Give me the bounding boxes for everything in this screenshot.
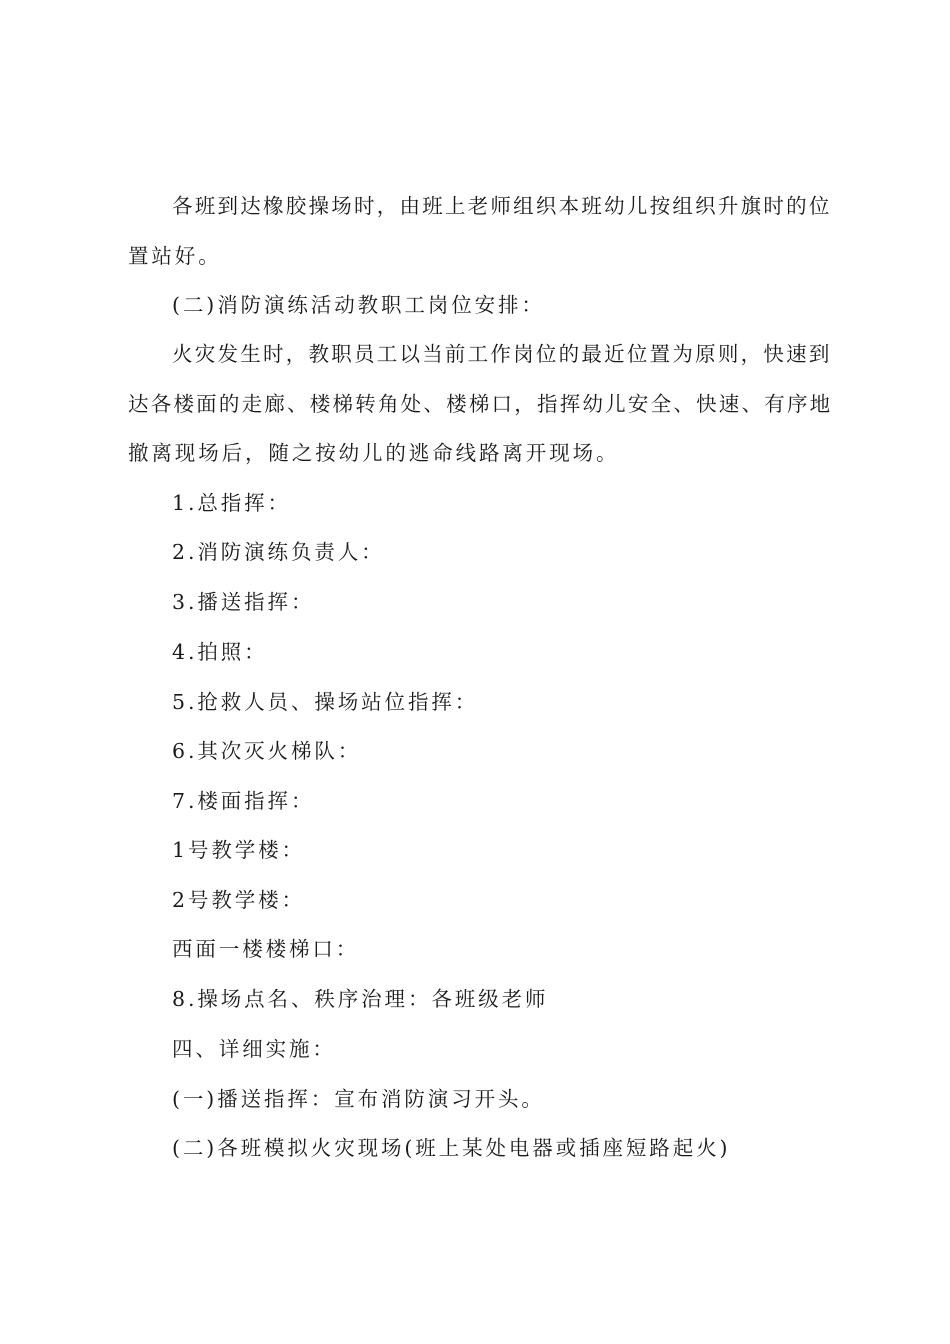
list-item-drill-leader: 2.消防演练负责人： bbox=[172, 540, 385, 564]
section-heading-implementation: 四、详细实施： bbox=[172, 1037, 336, 1061]
list-item-floor-command: 7.楼面指挥： bbox=[172, 789, 315, 813]
list-item-rescue: 5.抢救人员、操场站位指挥： bbox=[172, 690, 479, 714]
list-item-photo: 4.拍照： bbox=[172, 640, 268, 664]
step-simulate-fire: (二)各班模拟火灾现场(班上某处电器或插座短路起火) bbox=[172, 1136, 731, 1160]
list-item-fire-team: 6.其次灭火梯队： bbox=[172, 739, 362, 763]
paragraph-fire-response-line-1: 火灾发生时，教职员工以当前工作岗位的最近位置为原则，快速到 bbox=[172, 342, 832, 366]
list-item-roll-call: 8.操场点名、秩序治理：各班级老师 bbox=[172, 987, 549, 1011]
list-item-west-stairs: 西面一楼楼梯口： bbox=[172, 937, 360, 961]
list-item-building-2: 2号教学楼： bbox=[172, 888, 305, 912]
list-item-commander: 1.总指挥： bbox=[172, 491, 291, 515]
section-heading-staff-posts: (二)消防演练活动教职工岗位安排： bbox=[172, 293, 545, 317]
step-broadcast-start: (一)播送指挥：宣布消防演习开头。 bbox=[172, 1087, 545, 1111]
paragraph-assembly-line-2: 置站好。 bbox=[128, 244, 222, 268]
list-item-building-1: 1号教学楼： bbox=[172, 838, 305, 862]
paragraph-fire-response-line-3: 撤离现场后，随之按幼儿的逃命线路离开现场。 bbox=[128, 441, 620, 465]
paragraph-fire-response-line-2: 达各楼面的走廊、楼梯转角处、楼梯口，指挥幼儿安全、快速、有序地 bbox=[128, 392, 833, 416]
list-item-broadcast: 3.播送指挥： bbox=[172, 590, 315, 614]
paragraph-assembly-line-1: 各班到达橡胶操场时，由班上老师组织本班幼儿按组织升旗时的位 bbox=[172, 194, 832, 218]
